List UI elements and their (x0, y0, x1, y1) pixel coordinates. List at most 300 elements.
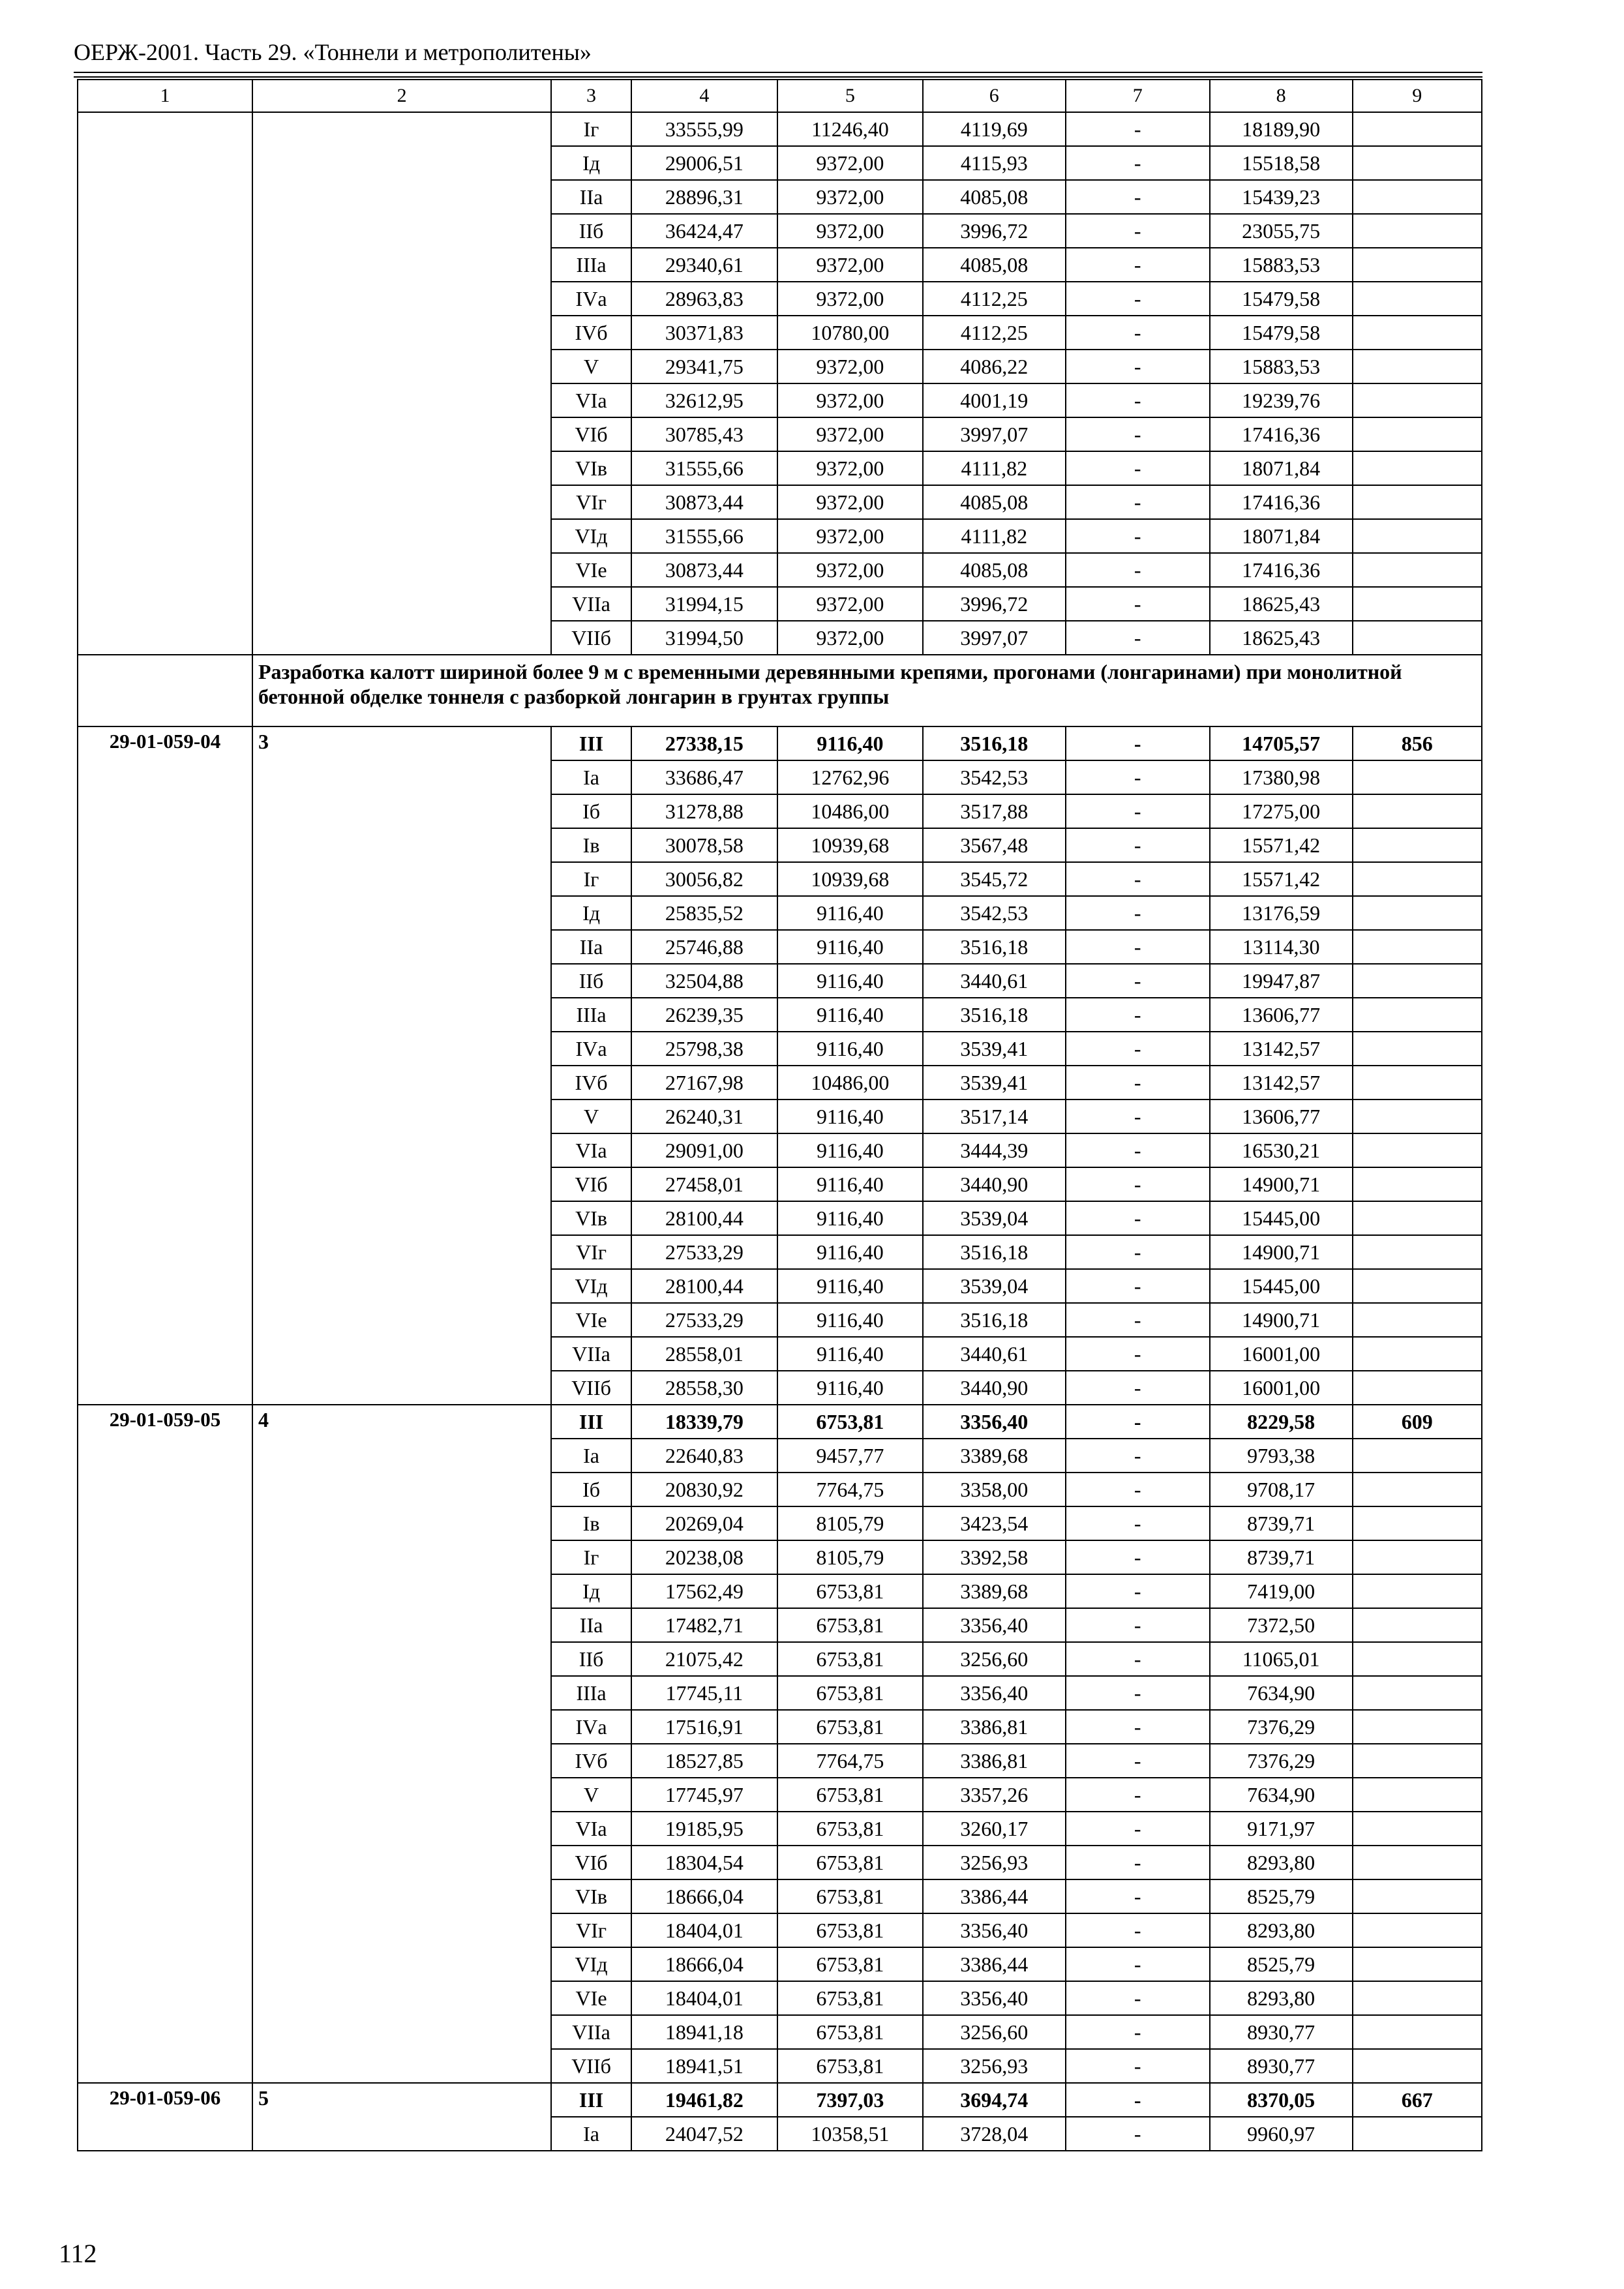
soil-group: VIIб (551, 1371, 631, 1405)
total-cost: 28558,01 (631, 1337, 777, 1371)
total-cost: 21075,42 (631, 1642, 777, 1676)
labor-hours (1353, 1032, 1482, 1066)
driver-wages: - (1066, 1846, 1210, 1879)
labor-cost: 6753,81 (777, 1913, 923, 1947)
labor-hours (1353, 1778, 1482, 1812)
labor-cost: 9116,40 (777, 1201, 923, 1235)
labor-hours (1353, 1608, 1482, 1642)
labor-hours (1353, 248, 1482, 282)
section-spacer-cell (78, 655, 252, 726)
labor-hours (1353, 2049, 1482, 2083)
total-cost: 18941,18 (631, 2015, 777, 2049)
machine-cost: 3542,53 (923, 896, 1066, 930)
column-number: 3 (551, 80, 631, 112)
soil-group: VIв (551, 1879, 631, 1913)
soil-group: VIг (551, 1235, 631, 1269)
material-cost: 8293,80 (1210, 1913, 1353, 1947)
total-cost: 17516,91 (631, 1710, 777, 1744)
machine-cost: 3386,81 (923, 1710, 1066, 1744)
driver-wages: - (1066, 1235, 1210, 1269)
soil-group: VIIа (551, 587, 631, 621)
rate-description: 5 (252, 2083, 551, 2151)
total-cost: 17745,97 (631, 1778, 777, 1812)
column-number: 6 (923, 80, 1066, 112)
driver-wages: - (1066, 1913, 1210, 1947)
driver-wages: - (1066, 896, 1210, 930)
labor-cost: 9116,40 (777, 1235, 923, 1269)
machine-cost: 3356,40 (923, 1913, 1066, 1947)
machine-cost: 3539,41 (923, 1032, 1066, 1066)
material-cost: 8370,05 (1210, 2083, 1353, 2117)
labor-hours (1353, 1133, 1482, 1167)
labor-cost: 8105,79 (777, 1506, 923, 1540)
soil-group: Iб (551, 794, 631, 828)
driver-wages: - (1066, 1133, 1210, 1167)
labor-cost: 8105,79 (777, 1540, 923, 1574)
total-cost: 31555,66 (631, 519, 777, 553)
material-cost: 18071,84 (1210, 519, 1353, 553)
labor-cost: 9372,00 (777, 248, 923, 282)
total-cost: 20269,04 (631, 1506, 777, 1540)
total-cost: 24047,52 (631, 2117, 777, 2151)
labor-hours (1353, 621, 1482, 655)
section-heading-row (78, 655, 1482, 726)
material-cost: 17275,00 (1210, 794, 1353, 828)
driver-wages: - (1066, 316, 1210, 350)
machine-cost: 4112,25 (923, 282, 1066, 316)
labor-hours (1353, 519, 1482, 553)
soil-group: IVб (551, 1066, 631, 1100)
labor-hours (1353, 1744, 1482, 1778)
machine-cost: 3356,40 (923, 1405, 1066, 1439)
material-cost: 15439,23 (1210, 180, 1353, 214)
machine-cost: 3567,48 (923, 828, 1066, 862)
machine-cost: 3516,18 (923, 998, 1066, 1032)
material-cost: 18625,43 (1210, 621, 1353, 655)
labor-hours: 667 (1353, 2083, 1482, 2117)
total-cost: 30873,44 (631, 553, 777, 587)
soil-group: Iд (551, 1574, 631, 1608)
total-cost: 27533,29 (631, 1235, 777, 1269)
total-cost: 28100,44 (631, 1201, 777, 1235)
labor-hours (1353, 1812, 1482, 1846)
machine-cost: 3516,18 (923, 726, 1066, 760)
driver-wages: - (1066, 1439, 1210, 1473)
labor-hours: 856 (1353, 726, 1482, 760)
labor-cost: 9372,00 (777, 417, 923, 451)
material-cost: 13142,57 (1210, 1032, 1353, 1066)
material-cost: 9960,97 (1210, 2117, 1353, 2151)
total-cost: 32612,95 (631, 383, 777, 417)
running-header: ОЕРЖ-2001. Часть 29. «Тоннели и метрополитены» (74, 39, 592, 65)
labor-hours (1353, 1947, 1482, 1981)
table-row (78, 726, 1482, 760)
material-cost: 17416,36 (1210, 485, 1353, 519)
column-number-row (78, 80, 1482, 112)
labor-hours (1353, 146, 1482, 180)
machine-cost: 4085,08 (923, 248, 1066, 282)
driver-wages: - (1066, 1506, 1210, 1540)
labor-hours (1353, 180, 1482, 214)
driver-wages: - (1066, 214, 1210, 248)
labor-cost: 9116,40 (777, 1303, 923, 1337)
driver-wages: - (1066, 1608, 1210, 1642)
labor-cost: 10780,00 (777, 316, 923, 350)
machine-cost: 3444,39 (923, 1133, 1066, 1167)
machine-cost: 3694,74 (923, 2083, 1066, 2117)
soil-group: IVб (551, 1744, 631, 1778)
column-number: 1 (78, 80, 252, 112)
driver-wages: - (1066, 1744, 1210, 1778)
total-cost: 18339,79 (631, 1405, 777, 1439)
soil-group: V (551, 1778, 631, 1812)
material-cost: 15571,42 (1210, 862, 1353, 896)
labor-cost: 7397,03 (777, 2083, 923, 2117)
labor-cost: 9372,00 (777, 553, 923, 587)
soil-group: VIд (551, 1269, 631, 1303)
machine-cost: 4119,69 (923, 112, 1066, 146)
material-cost: 8930,77 (1210, 2049, 1353, 2083)
driver-wages: - (1066, 1812, 1210, 1846)
labor-cost: 9372,00 (777, 350, 923, 383)
machine-cost: 3516,18 (923, 1303, 1066, 1337)
material-cost: 9708,17 (1210, 1473, 1353, 1506)
labor-cost: 6753,81 (777, 2049, 923, 2083)
material-cost: 7634,90 (1210, 1778, 1353, 1812)
labor-cost: 12762,96 (777, 760, 923, 794)
labor-hours (1353, 214, 1482, 248)
driver-wages: - (1066, 1574, 1210, 1608)
driver-wages: - (1066, 1473, 1210, 1506)
driver-wages: - (1066, 1540, 1210, 1574)
total-cost: 29340,61 (631, 248, 777, 282)
labor-hours (1353, 1201, 1482, 1235)
labor-cost: 6753,81 (777, 1812, 923, 1846)
soil-group: VIIа (551, 2015, 631, 2049)
driver-wages: - (1066, 760, 1210, 794)
labor-hours: 609 (1353, 1405, 1482, 1439)
material-cost: 17380,98 (1210, 760, 1353, 794)
rate-code (78, 112, 252, 655)
material-cost: 18071,84 (1210, 451, 1353, 485)
total-cost: 33686,47 (631, 760, 777, 794)
total-cost: 26240,31 (631, 1100, 777, 1133)
total-cost: 28963,83 (631, 282, 777, 316)
total-cost: 33555,99 (631, 112, 777, 146)
soil-group: IIа (551, 180, 631, 214)
soil-group: VIв (551, 451, 631, 485)
driver-wages: - (1066, 998, 1210, 1032)
labor-hours (1353, 1846, 1482, 1879)
labor-cost: 6753,81 (777, 1642, 923, 1676)
soil-group: IVа (551, 1710, 631, 1744)
total-cost: 25835,52 (631, 896, 777, 930)
machine-cost: 3539,41 (923, 1066, 1066, 1100)
material-cost: 15883,53 (1210, 248, 1353, 282)
total-cost: 19461,82 (631, 2083, 777, 2117)
labor-hours (1353, 1710, 1482, 1744)
labor-hours (1353, 1642, 1482, 1676)
machine-cost: 3996,72 (923, 214, 1066, 248)
table-row (78, 112, 1482, 146)
material-cost: 7376,29 (1210, 1744, 1353, 1778)
machine-cost: 3542,53 (923, 760, 1066, 794)
column-number: 9 (1353, 80, 1482, 112)
labor-cost: 9372,00 (777, 282, 923, 316)
total-cost: 18304,54 (631, 1846, 777, 1879)
machine-cost: 3997,07 (923, 621, 1066, 655)
table-row (78, 1405, 1482, 1439)
labor-hours (1353, 587, 1482, 621)
soil-group: IIIа (551, 1676, 631, 1710)
machine-cost: 3996,72 (923, 587, 1066, 621)
material-cost: 15479,58 (1210, 282, 1353, 316)
soil-group: Iа (551, 2117, 631, 2151)
labor-hours (1353, 1574, 1482, 1608)
machine-cost: 3386,44 (923, 1947, 1066, 1981)
soil-group: VIа (551, 383, 631, 417)
total-cost: 30371,83 (631, 316, 777, 350)
machine-cost: 3256,93 (923, 1846, 1066, 1879)
total-cost: 28558,30 (631, 1371, 777, 1405)
labor-hours (1353, 1676, 1482, 1710)
machine-cost: 3997,07 (923, 417, 1066, 451)
labor-hours (1353, 862, 1482, 896)
material-cost: 9171,97 (1210, 1812, 1353, 1846)
total-cost: 30873,44 (631, 485, 777, 519)
soil-group: VIе (551, 1303, 631, 1337)
machine-cost: 3386,44 (923, 1879, 1066, 1913)
labor-hours (1353, 1100, 1482, 1133)
machine-cost: 3423,54 (923, 1506, 1066, 1540)
soil-group: IIб (551, 1642, 631, 1676)
driver-wages: - (1066, 1337, 1210, 1371)
soil-group: VIб (551, 1846, 631, 1879)
machine-cost: 3356,40 (923, 1608, 1066, 1642)
material-cost: 13606,77 (1210, 1100, 1353, 1133)
labor-cost: 6753,81 (777, 1710, 923, 1744)
machine-cost: 3256,60 (923, 2015, 1066, 2049)
labor-cost: 6753,81 (777, 1405, 923, 1439)
labor-cost: 9116,40 (777, 1167, 923, 1201)
machine-cost: 4112,25 (923, 316, 1066, 350)
soil-group: IVа (551, 282, 631, 316)
soil-group: IVб (551, 316, 631, 350)
driver-wages: - (1066, 417, 1210, 451)
driver-wages: - (1066, 282, 1210, 316)
driver-wages: - (1066, 1167, 1210, 1201)
total-cost: 18404,01 (631, 1913, 777, 1947)
material-cost: 16530,21 (1210, 1133, 1353, 1167)
soil-group: V (551, 1100, 631, 1133)
machine-cost: 3389,68 (923, 1574, 1066, 1608)
material-cost: 8293,80 (1210, 1846, 1353, 1879)
labor-cost: 9372,00 (777, 146, 923, 180)
total-cost: 32504,88 (631, 964, 777, 998)
labor-cost: 9372,00 (777, 214, 923, 248)
material-cost: 15571,42 (1210, 828, 1353, 862)
labor-cost: 10486,00 (777, 794, 923, 828)
labor-hours (1353, 350, 1482, 383)
machine-cost: 3386,81 (923, 1744, 1066, 1778)
soil-group: IVа (551, 1032, 631, 1066)
driver-wages: - (1066, 587, 1210, 621)
column-number: 8 (1210, 80, 1353, 112)
total-cost: 20830,92 (631, 1473, 777, 1506)
driver-wages: - (1066, 553, 1210, 587)
material-cost: 16001,00 (1210, 1371, 1353, 1405)
material-cost: 15479,58 (1210, 316, 1353, 350)
material-cost: 14900,71 (1210, 1167, 1353, 1201)
labor-cost: 6753,81 (777, 1981, 923, 2015)
labor-cost: 7764,75 (777, 1473, 923, 1506)
total-cost: 31994,50 (631, 621, 777, 655)
soil-group: Iа (551, 760, 631, 794)
labor-hours (1353, 1066, 1482, 1100)
material-cost: 7634,90 (1210, 1676, 1353, 1710)
labor-hours (1353, 794, 1482, 828)
soil-group: III (551, 1405, 631, 1439)
labor-cost: 9116,40 (777, 998, 923, 1032)
column-number: 4 (631, 80, 777, 112)
material-cost: 13114,30 (1210, 930, 1353, 964)
table-row (78, 2083, 1482, 2117)
soil-group: IIIа (551, 248, 631, 282)
total-cost: 26239,35 (631, 998, 777, 1032)
material-cost: 8739,71 (1210, 1506, 1353, 1540)
soil-group: VIб (551, 417, 631, 451)
labor-hours (1353, 1506, 1482, 1540)
soil-group: Iг (551, 1540, 631, 1574)
soil-group: VIа (551, 1133, 631, 1167)
labor-cost: 9372,00 (777, 451, 923, 485)
material-cost: 13606,77 (1210, 998, 1353, 1032)
labor-hours (1353, 282, 1482, 316)
machine-cost: 4085,08 (923, 180, 1066, 214)
driver-wages: - (1066, 964, 1210, 998)
labor-hours (1353, 1167, 1482, 1201)
labor-hours (1353, 2015, 1482, 2049)
driver-wages: - (1066, 930, 1210, 964)
column-number: 2 (252, 80, 551, 112)
soil-group: V (551, 350, 631, 383)
driver-wages: - (1066, 621, 1210, 655)
total-cost: 28100,44 (631, 1269, 777, 1303)
total-cost: 18404,01 (631, 1981, 777, 2015)
labor-cost: 6753,81 (777, 1608, 923, 1642)
total-cost: 28896,31 (631, 180, 777, 214)
total-cost: 36424,47 (631, 214, 777, 248)
material-cost: 7419,00 (1210, 1574, 1353, 1608)
driver-wages: - (1066, 1269, 1210, 1303)
material-cost: 19239,76 (1210, 383, 1353, 417)
machine-cost: 4111,82 (923, 451, 1066, 485)
machine-cost: 4086,22 (923, 350, 1066, 383)
header-rule (74, 76, 1482, 78)
driver-wages: - (1066, 350, 1210, 383)
driver-wages: - (1066, 1100, 1210, 1133)
labor-cost: 10486,00 (777, 1066, 923, 1100)
page-number: 112 (59, 2239, 97, 2268)
driver-wages: - (1066, 451, 1210, 485)
material-cost: 8229,58 (1210, 1405, 1353, 1439)
labor-cost: 6753,81 (777, 1574, 923, 1608)
rate-code: 29-01-059-05 (78, 1405, 252, 2083)
column-number: 5 (777, 80, 923, 112)
machine-cost: 3389,68 (923, 1439, 1066, 1473)
labor-cost: 9372,00 (777, 519, 923, 553)
labor-cost: 9372,00 (777, 180, 923, 214)
labor-hours (1353, 760, 1482, 794)
total-cost: 18666,04 (631, 1947, 777, 1981)
machine-cost: 3440,61 (923, 964, 1066, 998)
material-cost: 8293,80 (1210, 1981, 1353, 2015)
soil-group: Iд (551, 896, 631, 930)
driver-wages: - (1066, 2049, 1210, 2083)
driver-wages: - (1066, 248, 1210, 282)
material-cost: 15445,00 (1210, 1201, 1353, 1235)
labor-cost: 9116,40 (777, 1032, 923, 1066)
material-cost: 14900,71 (1210, 1235, 1353, 1269)
soil-group: VIд (551, 519, 631, 553)
driver-wages: - (1066, 383, 1210, 417)
driver-wages: - (1066, 1066, 1210, 1100)
material-cost: 14705,57 (1210, 726, 1353, 760)
total-cost: 30056,82 (631, 862, 777, 896)
labor-hours (1353, 112, 1482, 146)
total-cost: 27338,15 (631, 726, 777, 760)
material-cost: 7376,29 (1210, 1710, 1353, 1744)
soil-group: Iб (551, 1473, 631, 1506)
driver-wages: - (1066, 1371, 1210, 1405)
section-heading: Разработка калотт шириной более 9 м с временными деревянными крепями, прогонами (лонгаринами) при монолитной бетонной обделке тоннеля с разборкой лонгарин в грунтах группы (252, 655, 1482, 726)
machine-cost: 3516,18 (923, 930, 1066, 964)
machine-cost: 3358,00 (923, 1473, 1066, 1506)
rate-description: 3 (252, 726, 551, 1405)
driver-wages: - (1066, 862, 1210, 896)
column-number: 7 (1066, 80, 1210, 112)
total-cost: 17745,11 (631, 1676, 777, 1710)
machine-cost: 3539,04 (923, 1201, 1066, 1235)
rates-table (77, 79, 1482, 2151)
labor-hours (1353, 1540, 1482, 1574)
soil-group: IIа (551, 1608, 631, 1642)
soil-group: IIа (551, 930, 631, 964)
labor-hours (1353, 828, 1482, 862)
soil-group: III (551, 2083, 631, 2117)
labor-hours (1353, 485, 1482, 519)
soil-group: IIб (551, 964, 631, 998)
labor-hours (1353, 1303, 1482, 1337)
driver-wages: - (1066, 794, 1210, 828)
labor-cost: 6753,81 (777, 1879, 923, 1913)
soil-group: IIIа (551, 998, 631, 1032)
machine-cost: 3256,93 (923, 2049, 1066, 2083)
rate-code: 29-01-059-04 (78, 726, 252, 1405)
labor-cost: 9457,77 (777, 1439, 923, 1473)
total-cost: 25746,88 (631, 930, 777, 964)
material-cost: 17416,36 (1210, 417, 1353, 451)
labor-cost: 9116,40 (777, 1337, 923, 1371)
labor-cost: 10358,51 (777, 2117, 923, 2151)
total-cost: 31278,88 (631, 794, 777, 828)
labor-cost: 9372,00 (777, 587, 923, 621)
labor-hours (1353, 1269, 1482, 1303)
labor-hours (1353, 964, 1482, 998)
total-cost: 18941,51 (631, 2049, 777, 2083)
driver-wages: - (1066, 2015, 1210, 2049)
labor-cost: 9116,40 (777, 930, 923, 964)
